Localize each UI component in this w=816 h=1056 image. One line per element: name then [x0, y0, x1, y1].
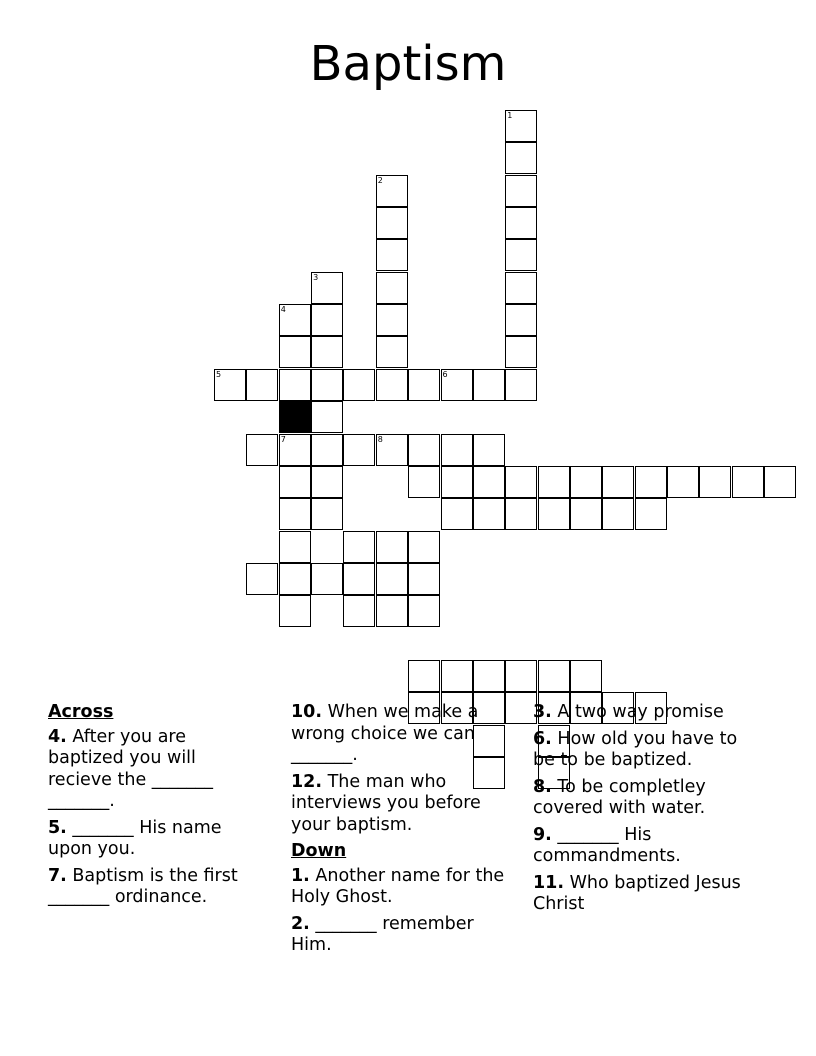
clue-number: 9. — [533, 824, 552, 845]
clue-number-label: 2 — [377, 175, 383, 185]
clue-down-3 — [533, 702, 763, 724]
clue-number: 12. — [291, 771, 323, 792]
crossword-cell[interactable] — [376, 239, 408, 271]
crossword-cell[interactable] — [473, 498, 505, 530]
crossword-cell[interactable] — [473, 466, 505, 498]
clue-across-4 — [48, 727, 263, 813]
clue-number: 3. — [533, 702, 552, 722]
crossword-cell[interactable] — [246, 369, 278, 401]
clue-down-6 — [533, 729, 763, 772]
crossword-cell[interactable] — [311, 434, 343, 466]
crossword-cell[interactable] — [538, 466, 570, 498]
crossword-cell[interactable] — [311, 466, 343, 498]
crossword-cell[interactable] — [343, 531, 375, 563]
clue-text: _______ remember Him. — [291, 913, 474, 955]
clue-text: A two way promise — [557, 702, 724, 722]
crossword-cell[interactable] — [376, 563, 408, 595]
crossword-cell[interactable] — [246, 434, 278, 466]
page-title: Baptism — [309, 36, 507, 92]
crossword-cell[interactable] — [279, 531, 311, 563]
crossword-cell[interactable] — [376, 304, 408, 336]
crossword-cell[interactable] — [505, 207, 537, 239]
clue-text: To be completley covered with water. — [533, 776, 706, 818]
crossword-cell[interactable] — [441, 466, 473, 498]
clue-number: 4. — [48, 726, 67, 747]
crossword-cell[interactable] — [343, 563, 375, 595]
crossword-cell[interactable] — [505, 142, 537, 174]
crossword-cell[interactable] — [699, 466, 731, 498]
clue-number: 11. — [533, 872, 565, 893]
crossword-cell[interactable] — [635, 466, 667, 498]
clue-number-label: 4 — [280, 305, 286, 315]
crossword-cell[interactable] — [505, 466, 537, 498]
across-heading: Across — [48, 702, 114, 722]
crossword-cell[interactable] — [505, 110, 537, 142]
crossword-cell[interactable] — [279, 434, 311, 466]
crossword-cell[interactable] — [408, 369, 440, 401]
clue-column-1 — [48, 702, 263, 914]
clue-text: _______ His commandments. — [533, 824, 681, 866]
clue-across-7 — [48, 866, 263, 909]
crossword-cell[interactable] — [376, 175, 408, 207]
clue-text: _______ His name upon you. — [48, 817, 222, 859]
crossword-cell[interactable] — [279, 466, 311, 498]
clue-text: The man who interviews you before your baptism. — [291, 771, 481, 835]
crossword-cell[interactable] — [376, 336, 408, 368]
crossword-cell[interactable] — [376, 595, 408, 627]
clue-text: How old you have to be to be baptized. — [533, 728, 738, 770]
clue-number: 1. — [291, 865, 310, 886]
crossword-cell[interactable] — [441, 498, 473, 530]
clue-column-3 — [533, 702, 763, 921]
clue-number-label: 1 — [507, 111, 513, 120]
crossword-cell[interactable] — [376, 272, 408, 304]
crossword-cell[interactable] — [764, 466, 796, 498]
crossword-cell[interactable] — [441, 369, 473, 401]
crossword-cell[interactable] — [376, 369, 408, 401]
crossword-cell[interactable] — [570, 498, 602, 530]
clue-number-label: 5 — [216, 369, 222, 379]
crossword-cell[interactable] — [505, 239, 537, 271]
crossword-cell[interactable] — [311, 401, 343, 433]
clue-down-1 — [291, 866, 513, 909]
crossword-cell[interactable] — [473, 434, 505, 466]
crossword-cell[interactable] — [570, 466, 602, 498]
crossword-cell[interactable] — [408, 531, 440, 563]
crossword-cell[interactable] — [311, 336, 343, 368]
crossword-cell[interactable] — [311, 563, 343, 595]
crossword-cell[interactable] — [311, 369, 343, 401]
clue-text: Who baptized Jesus Christ — [533, 872, 741, 914]
down-heading: Down — [291, 841, 347, 861]
crossword-cell[interactable] — [602, 466, 634, 498]
clue-number: 5. — [48, 817, 67, 838]
crossword-cell[interactable] — [279, 563, 311, 595]
crossword-cell[interactable] — [279, 304, 311, 336]
crossword-cell[interactable] — [343, 434, 375, 466]
crossword-cell[interactable] — [279, 336, 311, 368]
crossword-cell[interactable] — [505, 272, 537, 304]
clue-down-9 — [533, 825, 763, 868]
crossword-cell[interactable] — [376, 434, 408, 466]
clue-number-label: 8 — [377, 434, 383, 444]
crossword-cell[interactable] — [311, 498, 343, 530]
clue-text: When we make a wrong choice we can _______. — [291, 702, 479, 765]
clue-across-5 — [48, 818, 263, 861]
crossword-cell[interactable] — [505, 498, 537, 530]
crossword-cell[interactable] — [473, 660, 505, 692]
crossword-cell[interactable] — [505, 175, 537, 207]
clue-column-2 — [291, 702, 513, 962]
crossword-cell[interactable] — [279, 369, 311, 401]
crossword-cell[interactable] — [505, 304, 537, 336]
clue-down-8 — [533, 777, 763, 820]
clue-number: 2. — [291, 913, 310, 934]
clue-number: 8. — [533, 776, 552, 797]
clue-number: 7. — [48, 865, 67, 886]
crossword-cell[interactable] — [279, 595, 311, 627]
crossword-cell[interactable] — [246, 563, 278, 595]
clue-number-label: 6 — [442, 369, 448, 379]
crossword-cell[interactable] — [441, 434, 473, 466]
crossword-cell[interactable] — [505, 660, 537, 692]
crossword-cell[interactable] — [667, 466, 699, 498]
crossword-cell[interactable] — [343, 595, 375, 627]
crossword-cell[interactable] — [408, 563, 440, 595]
clue-number-label: 7 — [280, 434, 286, 444]
crossword-cell[interactable] — [214, 369, 246, 401]
crossword-cell[interactable] — [635, 498, 667, 530]
clue-across-12 — [291, 772, 513, 837]
clue-number: 6. — [533, 728, 552, 749]
clue-down-2 — [291, 914, 513, 957]
clue-text: After you are baptized you will recieve the _______ _______. — [48, 726, 214, 811]
crossword-cell[interactable] — [538, 660, 570, 692]
crossword-cell[interactable] — [441, 660, 473, 692]
crossword-cell[interactable] — [311, 304, 343, 336]
crossword-cell[interactable] — [376, 207, 408, 239]
crossword-cell[interactable] — [408, 434, 440, 466]
clue-down-11 — [533, 873, 763, 916]
clue-across-10 — [291, 702, 513, 767]
crossword-cell[interactable] — [311, 272, 343, 304]
crossword-cell[interactable] — [505, 336, 537, 368]
crossword-cell[interactable] — [732, 466, 764, 498]
crossword-cell[interactable] — [505, 369, 537, 401]
clue-text: Another name for the Holy Ghost. — [291, 865, 505, 907]
clue-number-label: 3 — [313, 272, 319, 282]
crossword-cell[interactable] — [602, 498, 634, 530]
clue-text: Baptism is the first _______ ordinance. — [48, 865, 238, 907]
crossword-cell[interactable] — [279, 498, 311, 530]
crossword-block — [279, 401, 311, 433]
crossword-cell[interactable] — [408, 660, 440, 692]
clue-number: 10. — [291, 702, 323, 722]
crossword-cell[interactable] — [408, 595, 440, 627]
crossword-cell[interactable] — [408, 466, 440, 498]
crossword-cell[interactable] — [570, 660, 602, 692]
crossword-cell[interactable] — [376, 531, 408, 563]
crossword-cell[interactable] — [538, 498, 570, 530]
crossword-cell[interactable] — [473, 369, 505, 401]
crossword-cell[interactable] — [343, 369, 375, 401]
